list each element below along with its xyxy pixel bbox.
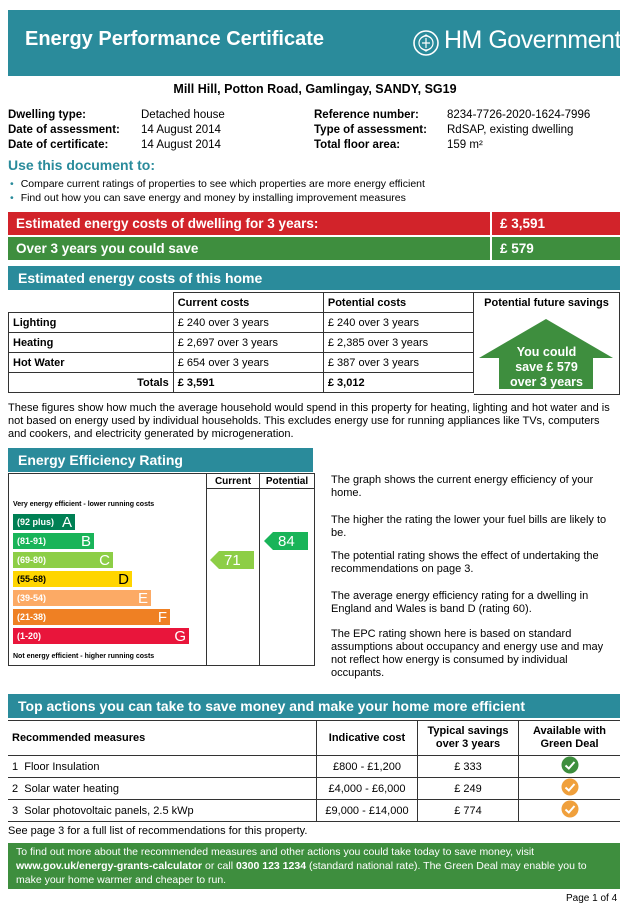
column-header-green-deal [519,721,621,756]
band-range: (55-68) [17,574,47,584]
rating-band-f [13,609,170,625]
top-actions-heading [8,694,620,718]
cost-cell: £800 - £1,200 [317,756,418,778]
reference-number-label: Reference number: [314,109,419,121]
table-row [9,333,474,353]
column-header-savings [418,721,519,756]
band-range: (39-54) [17,593,47,603]
potential-column-header: Potential [265,476,309,487]
column-header-measure: Recommended measures [8,721,317,756]
divider [206,474,207,665]
royal-crest-icon [412,29,440,57]
total-current: £ 3,591 [173,373,323,393]
table-row [8,800,620,822]
band-letter: G [174,628,186,645]
green-deal-cell [519,756,621,778]
row-label: Heating [9,333,174,353]
table-row [8,756,620,778]
band-letter: E [137,590,148,607]
measure-number: 3 [12,804,19,817]
estimated-cost-label: Estimated energy costs of dwelling for 3 years: [16,216,319,231]
floor-area-label: Total floor area: [314,139,401,151]
footer-text: (standard national rate). The Green Deal may enable you to [306,860,587,872]
footer-line: make your home warmer and cheaper to run. [16,874,227,886]
total-potential: £ 3,012 [323,373,473,393]
green-deal-cell [519,778,621,800]
efficiency-text-2: The higher the rating the lower your fuel bills are likely to be. [331,514,607,539]
orange-tick-icon [561,778,579,796]
rating-band-b [13,533,94,549]
totals-row [9,373,474,393]
section-title: Energy Efficiency Rating [18,452,183,468]
assessment-date-value: 14 August 2014 [141,124,221,136]
current-column-header: Current [214,476,252,487]
measure-number: 1 [12,760,19,773]
costs-table [8,292,474,393]
bottom-scale-label: Not energy efficient - higher running costs [13,653,155,660]
potential-cost-cell: £ 387 over 3 years [323,353,473,373]
totals-label: Totals [9,373,174,393]
actions-table [8,720,620,822]
arrow-line: over 3 years [510,375,583,389]
header-line: Typical savings [427,725,509,737]
potential-cost-cell: £ 240 over 3 years [323,313,473,333]
header-line: over 3 years [435,738,501,750]
assessment-type-value: RdSAP, existing dwelling [447,124,574,136]
page-number: Page 1 of 4 [566,893,618,904]
divider [206,488,314,489]
green-tick-icon [561,756,579,774]
table-header-row [9,293,474,313]
efficiency-text-4: The average energy efficiency rating for a dwelling in England and Wales is band D (rating 60). [331,590,589,615]
empty-cell [9,293,174,313]
table-row [9,353,474,373]
use-document-bullet: • Compare current ratings of properties to see which properties are more energy efficient [10,178,425,190]
band-range: (1-20) [17,631,42,641]
rating-band-c [13,552,113,568]
see-page-note: See page 3 for a full list of recommendations for this property. [8,825,308,837]
footer-line: To find out more about the recommended measures and other actions you could take today to save money, visit [16,846,535,858]
assessment-date-label: Date of assessment: [8,124,120,136]
band-letter: B [80,533,91,550]
header-line: Green Deal [540,738,599,750]
grants-calculator-link[interactable]: www.gov.uk/energy-grants-calculator [16,860,203,872]
table-header-row [8,721,620,756]
table-row [9,313,474,333]
estimated-costs-heading [8,266,620,290]
arrow-line: save £ 579 [515,360,578,374]
measure-cell [8,778,317,800]
phone-number: 0300 123 1234 [235,860,307,872]
column-header-cost: Indicative cost [317,721,418,756]
divider [259,474,260,665]
savings-value: £ 579 [500,241,534,256]
reference-number-value: 8234-7726-2020-1624-7996 [447,109,591,121]
dwelling-type-value: Detached house [141,109,225,121]
current-rating-value: 71 [224,552,241,569]
band-range: (81-91) [17,536,47,546]
use-document-heading: Use this document to: [8,157,156,173]
rating-band-g [13,628,189,644]
future-savings-heading: Potential future savings [484,297,609,309]
header-banner [8,10,620,76]
estimated-cost-band [8,212,620,235]
efficiency-text-5: The EPC rating shown here is based on standard assumptions about occupancy and energy use and may not reflect how energy is consumed by individual occupants. [331,628,604,679]
rating-band-e [13,590,151,606]
saving-cell: £ 333 [418,756,519,778]
saving-cell: £ 249 [418,778,519,800]
efficiency-text-3: The potential rating shows the effect of undertaking the recommendations on page 3. [331,550,599,575]
column-header-current: Current costs [173,293,323,313]
savings-arrow-text [474,345,619,390]
current-cost-cell: £ 240 over 3 years [173,313,323,333]
column-header-potential: Potential costs [323,293,473,313]
footer-info-box [8,843,620,889]
footer-line [16,859,587,873]
use-document-bullet: • Find out how you can save energy and money by installing improvement measures [10,192,406,204]
hm-government-logo: HM Government [444,26,621,54]
certificate-date-value: 14 August 2014 [141,139,221,151]
costs-explanation: These figures show how much the average household would spend in this property for heating, lighting and hot water and is not based on energy used by individual households. This excludes energy use for running appliances like TVs, computers and cookers, and electricity generated by microgeneration. [8,402,610,440]
current-rating-marker [210,551,254,574]
band-range: (69-80) [17,555,47,565]
band-range: (21-38) [17,612,47,622]
top-scale-label: Very energy efficient - lower running costs [13,501,155,508]
property-address: Mill Hill, Potton Road, Gamlingay, SANDY, SG19 [173,82,457,96]
potential-rating-marker [264,532,308,555]
bullet-text: Find out how you can save energy and money by installing improvement measures [20,192,406,204]
measure-cell [8,800,317,822]
row-label: Hot Water [9,353,174,373]
measure-name: Solar water heating [24,782,120,795]
future-savings-box [474,292,620,395]
header-line: Available with [533,725,606,737]
cost-cell: £4,000 - £6,000 [317,778,418,800]
efficiency-text-1: The graph shows the current energy efficiency of your home. [331,474,594,499]
footer-text: or call [202,860,236,872]
bullet-text: Compare current ratings of properties to see which properties are more energy efficient [20,178,425,190]
band-letter: F [157,609,167,626]
band-letter: A [61,514,72,531]
savings-band [8,237,620,260]
floor-area-value: 159 m² [447,139,483,151]
current-cost-cell: £ 654 over 3 years [173,353,323,373]
efficiency-chart [8,473,315,666]
section-title: Top actions you can take to save money and make your home more efficient [18,698,525,714]
band-letter: D [118,571,129,588]
row-label: Lighting [9,313,174,333]
efficiency-heading [8,448,313,472]
page-title: Energy Performance Certificate [25,28,325,50]
savings-cell [490,237,622,260]
estimated-cost-cell [490,212,622,235]
current-cost-cell: £ 2,697 over 3 years [173,333,323,353]
dwelling-type-label: Dwelling type: [8,109,86,121]
rating-band-a [13,514,75,530]
potential-rating-value: 84 [278,533,295,550]
band-letter: C [99,552,110,569]
saving-cell: £ 774 [418,800,519,822]
potential-cost-cell: £ 2,385 over 3 years [323,333,473,353]
assessment-type-label: Type of assessment: [314,124,427,136]
measure-name: Floor Insulation [24,760,100,773]
table-row [8,778,620,800]
band-range: (92 plus) [17,517,55,527]
measure-name: Solar photovoltaic panels, 2.5 kWp [24,804,194,817]
savings-label: Over 3 years you could save [16,241,199,256]
arrow-line: You could [516,345,577,359]
measure-cell [8,756,317,778]
green-deal-cell [519,800,621,822]
section-title: Estimated energy costs of this home [18,270,263,286]
certificate-date-label: Date of certificate: [8,139,109,151]
estimated-cost-value: £ 3,591 [500,216,546,231]
cost-cell: £9,000 - £14,000 [317,800,418,822]
measure-number: 2 [12,782,19,795]
orange-tick-icon [561,800,579,818]
rating-band-d [13,571,132,587]
